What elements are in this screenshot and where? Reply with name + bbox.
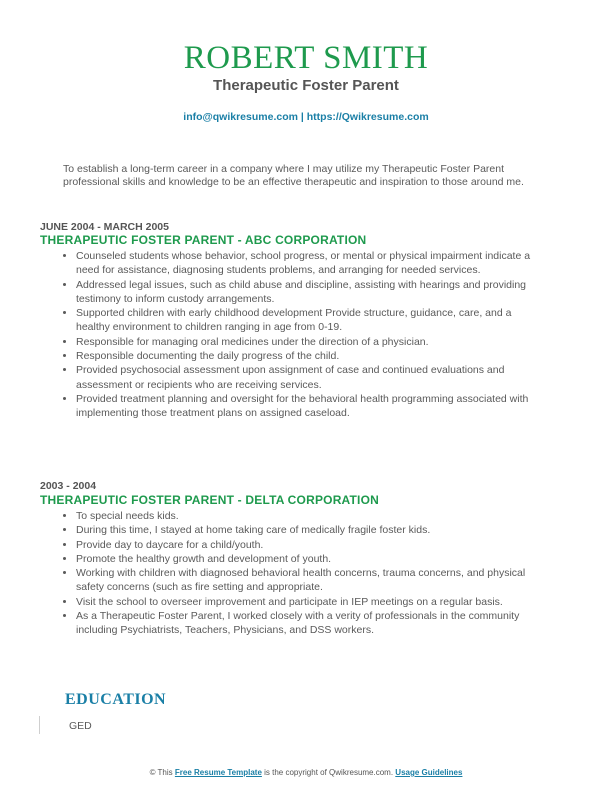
free-resume-template-link[interactable]: Free Resume Template	[174, 768, 262, 777]
job-bullets	[56, 249, 546, 421]
job-dates: 2003 - 2004	[40, 480, 97, 492]
footer	[0, 768, 612, 777]
email-link[interactable]: info@qwikresume.com	[183, 111, 298, 123]
section-divider	[39, 716, 40, 734]
contact-separator: |	[300, 111, 304, 123]
job-bullets	[56, 509, 546, 638]
list-item: • Responsible for managing oral medicines under the direction of a physician.	[76, 335, 546, 349]
list-item: • Promote the healthy growth and development of youth.	[76, 552, 546, 566]
job-title: THERAPEUTIC FOSTER PARENT - ABC CORPORATION	[40, 233, 367, 247]
list-item: • Responsible documenting the daily progress of the child.	[76, 349, 546, 363]
summary-paragraph: To establish a long-term career in a company where I may utilize my Therapeutic Foster Parent professional skills and knowledge to be an effective therapeutic and inspiration to those around me.	[63, 163, 524, 188]
list-item: • To special needs kids.	[76, 509, 546, 523]
list-item: • Working with children with diagnosed behavioral health concerns, trauma concerns, and physical safety concerns (such as fire setting and appropriate.	[76, 566, 546, 595]
list-item: • Visit the school to overseer improvement and participate in IEP meetings on a regular basis.	[76, 595, 546, 609]
job-dates: JUNE 2004 - MARCH 2005	[40, 221, 169, 233]
candidate-name: ROBERT SMITH	[183, 40, 429, 76]
list-item: • As a Therapeutic Foster Parent, I worked closely with a verity of professionals in the community including Psychiatrists, Teachers, Physicians, and DSS workers.	[76, 609, 546, 638]
footer-prefix: © This	[149, 768, 173, 777]
footer-copyright: is the copyright of Qwikresume.com.	[264, 768, 394, 777]
list-item: • Provide day to daycare for a child/youth.	[76, 538, 546, 552]
education-heading: EDUCATION	[65, 691, 167, 708]
contact-line	[0, 111, 612, 123]
list-item: • Supported children with early childhood development Provide structure, guidance, care, and a healthy environment to children ranging in age from 0-19.	[76, 306, 546, 335]
list-item: • Counseled students whose behavior, school progress, or mental or physical impairment indicate a need for assistance, diagnosing students problems, and arranging for needed services.	[76, 249, 546, 278]
list-item: • Provided treatment planning and oversight for the behavioral health programming associated with implementing those treatment plans on assigned caseload.	[76, 392, 546, 421]
usage-guidelines-link[interactable]: Usage Guidelines	[395, 768, 463, 777]
list-item: • Provided psychosocial assessment upon assignment of case and continued evaluations and assessment or recipients who are receiving services.	[76, 363, 546, 392]
list-item: • During this time, I stayed at home taking care of medically fragile foster kids.	[76, 523, 546, 537]
job-title: THERAPEUTIC FOSTER PARENT - DELTA CORPORATION	[40, 493, 379, 507]
candidate-role: Therapeutic Foster Parent	[213, 77, 399, 94]
list-item: • Addressed legal issues, such as child abuse and discipline, assisting with hearings and providing testimony to inform custody arrangements.	[76, 278, 546, 307]
website-link[interactable]: https://Qwikresume.com	[306, 111, 429, 123]
education-item: GED	[69, 720, 92, 732]
